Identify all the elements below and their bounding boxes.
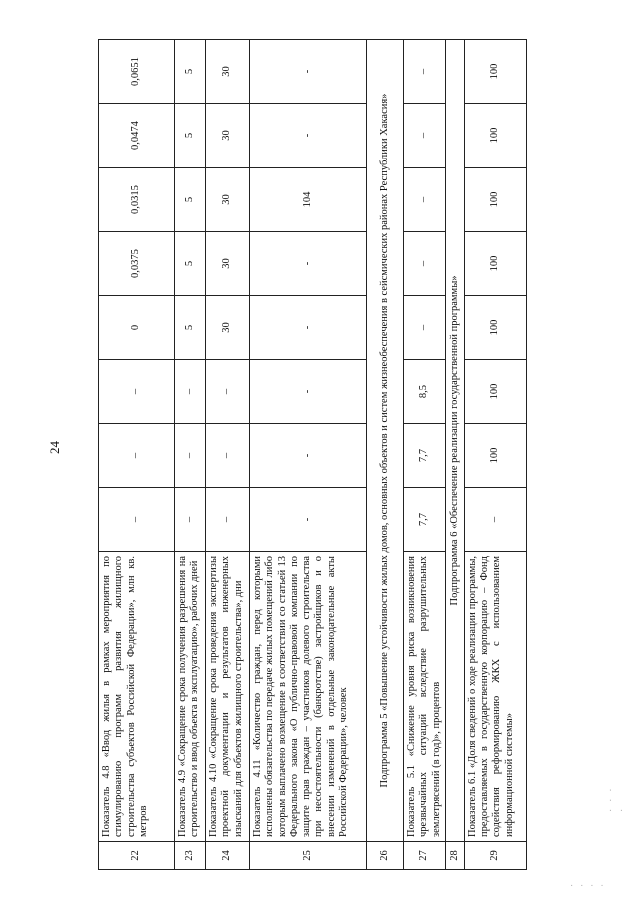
indicator-value: 100: [464, 424, 526, 488]
indicator-value: 0,0474: [99, 104, 175, 168]
indicator-value: –: [99, 488, 175, 552]
indicator-value: -: [250, 424, 367, 488]
table-row: [99, 40, 175, 870]
indicator-value: –: [206, 360, 250, 424]
row-number: 29: [464, 842, 526, 870]
indicator-value: 30: [206, 40, 250, 104]
rotated-table-wrapper: [98, 40, 527, 870]
indicator-value: 30: [206, 232, 250, 296]
indicator-description: Показатель 4.9 «Сокращение срока получения разрешения на строительство и ввод объекта в эксплуатацию», рабочих дней: [175, 552, 206, 842]
indicator-value: –: [175, 424, 206, 488]
table-body: [99, 40, 527, 870]
indicator-value: 5: [175, 296, 206, 360]
indicator-value: 5: [175, 168, 206, 232]
indicators-table: [98, 39, 527, 870]
indicator-value: 5: [175, 40, 206, 104]
indicator-value: 7,7: [404, 424, 446, 488]
indicator-value: -: [250, 232, 367, 296]
table-row: [206, 40, 250, 870]
table-row: [404, 40, 446, 870]
indicator-value: 104: [250, 168, 367, 232]
indicator-value: 100: [464, 168, 526, 232]
indicator-value: 7,7: [404, 488, 446, 552]
indicator-value: 100: [464, 232, 526, 296]
indicator-value: -: [250, 488, 367, 552]
indicator-description: Показатель 4.8 «Ввод жилья в рамках мероприятия по стимулированию программ развития жилищного строительства субъектов Российской Федерации», млн кв. метров: [99, 552, 175, 842]
indicator-value: 100: [464, 360, 526, 424]
indicator-value: 100: [464, 40, 526, 104]
indicator-value: 0: [99, 296, 175, 360]
section-row: [367, 40, 404, 870]
indicator-value: 30: [206, 104, 250, 168]
indicator-value: –: [404, 168, 446, 232]
indicator-description: Показатель 5.1 «Снижение уровня риска возникновения чрезвычайных ситуаций вследствие разрушительных землетрясений (в год)», процентов: [404, 552, 446, 842]
indicator-value: 0,0315: [99, 168, 175, 232]
indicator-value: 30: [206, 296, 250, 360]
indicator-value: –: [206, 424, 250, 488]
section-row: [445, 40, 464, 870]
table-row: [175, 40, 206, 870]
row-number: 28: [445, 842, 464, 870]
indicator-value: –: [464, 488, 526, 552]
indicator-value: 8,5: [404, 360, 446, 424]
indicator-value: –: [404, 296, 446, 360]
indicator-value: -: [250, 296, 367, 360]
scan-artifact: · · · ·: [570, 880, 606, 891]
indicator-value: 5: [175, 104, 206, 168]
indicator-value: -: [250, 40, 367, 104]
indicator-value: –: [404, 104, 446, 168]
table-row: [250, 40, 367, 870]
row-number: 22: [99, 842, 175, 870]
indicator-description: Показатель 6.1 «Доля сведений о ходе реализации программы, предоставляемых в государственную корпорацию – Фонд содействия реформированию ЖКХ с использованием информационной системы»: [464, 552, 526, 842]
indicator-value: 0,0375: [99, 232, 175, 296]
indicator-value: 5: [175, 232, 206, 296]
indicator-value: -: [250, 104, 367, 168]
indicator-value: –: [99, 360, 175, 424]
indicator-value: –: [175, 488, 206, 552]
indicator-value: –: [99, 424, 175, 488]
indicator-value: 0,0651: [99, 40, 175, 104]
row-number: 27: [404, 842, 446, 870]
indicator-value: –: [175, 360, 206, 424]
indicator-value: -: [250, 360, 367, 424]
indicator-description: Показатель 4.10 «Сокращение срока проведения экспертизы проектной документации и результатов инженерных изысканий для объектов жилищного строительства», дни: [206, 552, 250, 842]
table-row: [464, 40, 526, 870]
indicator-value: 100: [464, 296, 526, 360]
indicator-value: –: [206, 488, 250, 552]
row-number: 25: [250, 842, 367, 870]
indicator-description: Показатель 4.11 «Количество граждан, перед которыми исполнены обязательства по передаче жилых помещений либо которым выплачено возмещение в соответствии со статьей 13 Федерального закона «О публично-правовой компании по защите прав граждан – участников долевого строительства при несостоятельности (банкротстве) застройщиков и о внесении изменений в отдельные законодательные акты Российской Федерации», человек: [250, 552, 367, 842]
indicator-value: –: [404, 40, 446, 104]
row-number: 23: [175, 842, 206, 870]
indicator-value: –: [404, 232, 446, 296]
indicator-value: 100: [464, 104, 526, 168]
row-number: 24: [206, 842, 250, 870]
subprogram-title: Подпрограмма 6 «Обеспечение реализации государственной программы»: [445, 40, 464, 842]
subprogram-title: Подпрограмма 5 «Повышение устойчивости жилых домов, основных объектов и систем жизнеобеспечения в сейсмических районах Республики Хакасия»: [367, 40, 404, 842]
indicator-value: 30: [206, 168, 250, 232]
row-number: 26: [367, 842, 404, 870]
page-number: 24: [47, 441, 62, 454]
scan-artifact: · · · ·: [605, 786, 627, 812]
